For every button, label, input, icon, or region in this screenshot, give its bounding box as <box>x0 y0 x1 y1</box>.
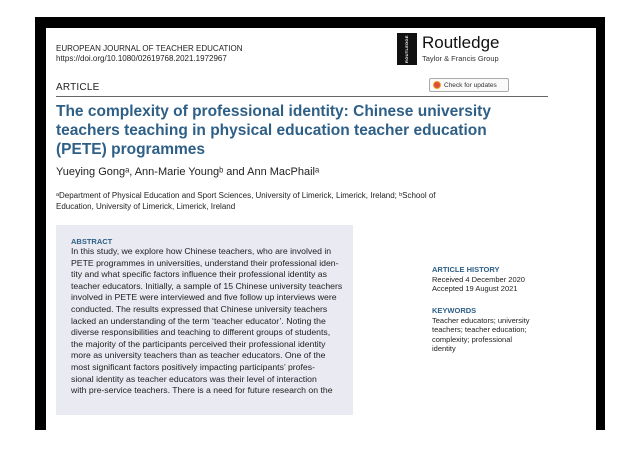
abstract-body <box>71 246 346 397</box>
keyword-line: complexity; professional <box>432 334 513 344</box>
article-type-label: ARTICLE <box>56 82 100 93</box>
keyword-line: identity <box>432 344 456 353</box>
abstract-line: In this study, we explore how Chinese teachers, who are involved in <box>71 246 332 256</box>
journal-doi-link[interactable]: https://doi.org/10.1080/02619768.2021.1972967 <box>56 54 227 63</box>
abstract-panel <box>56 225 353 415</box>
affiliation-line: ᵃDepartment of Physical Education and Sport Sciences, University of Limerick, Limerick, Ireland; ᵇSchool of <box>56 191 436 200</box>
title-line: (PETE) programmes <box>56 141 206 158</box>
journal-header <box>56 44 243 64</box>
article-history-heading: ARTICLE HISTORY <box>432 265 500 274</box>
check-for-updates-button[interactable] <box>429 78 509 92</box>
abstract-line: teacher educators. Initially, a sample of 15 Chinese university teachers <box>71 280 343 291</box>
routledge-mark-icon: ROUTLEDGE <box>397 33 417 65</box>
accepted-date: Accepted 19 August 2021 <box>432 284 518 293</box>
crossmark-icon <box>433 81 441 89</box>
publisher-subtitle: Taylor & Francis Group <box>422 54 499 63</box>
abstract-line: involved in PETE were interviewed and five follow up interviews were <box>71 292 337 303</box>
abstract-line: lacked an understanding of the term ‘teacher educator’. Noting the <box>71 315 326 326</box>
title-line: teachers teaching in physical education teacher education <box>56 122 487 139</box>
check-for-updates-label: Check for updates <box>444 81 497 89</box>
received-date: Received 4 December 2020 <box>432 274 525 284</box>
abstract-line: PETE programmes in universities, understand their professional iden- <box>71 257 339 268</box>
article-title <box>56 102 516 159</box>
affiliation-line: Education, University of Limerick, Limerick, Ireland <box>56 202 236 211</box>
abstract-line: conducted. The results expressed that Chinese university teachers <box>71 303 328 314</box>
author-list: Yueying Gongᵃ, Ann-Marie Youngᵇ and Ann MacPhailᵃ <box>56 166 320 178</box>
abstract-line: with pre-service teachers. There is a need for future research on the <box>71 385 333 396</box>
publisher-name: Routledge <box>422 33 500 52</box>
affiliations <box>56 190 516 212</box>
paper-page <box>46 28 596 430</box>
abstract-line: most significant factors positively impacting participants’ profes- <box>71 361 315 372</box>
journal-name: EUROPEAN JOURNAL OF TEACHER EDUCATION <box>56 44 243 53</box>
publisher-logo <box>397 33 509 65</box>
abstract-heading: ABSTRACT <box>71 237 113 246</box>
abstract-line: tity and what specific factors influence their professional identity as <box>71 269 327 280</box>
keyword-line: Teacher educators; university <box>432 315 530 325</box>
abstract-line: sional identity as teacher educators was their level of interaction <box>71 373 317 384</box>
keywords-section <box>432 306 530 354</box>
header-divider <box>56 96 548 97</box>
abstract-line: the majority of the participants perceived their professional identity <box>71 338 326 349</box>
keywords-heading: KEYWORDS <box>432 306 477 315</box>
abstract-line: more as university teachers than as teacher educators. One of the <box>71 350 326 361</box>
article-history <box>432 265 525 294</box>
abstract-line: diverse responsibilities and teaching to different groups of students, <box>71 327 331 338</box>
keyword-line: teachers; teacher education; <box>432 325 527 334</box>
title-line: The complexity of professional identity: Chinese university <box>56 103 491 120</box>
